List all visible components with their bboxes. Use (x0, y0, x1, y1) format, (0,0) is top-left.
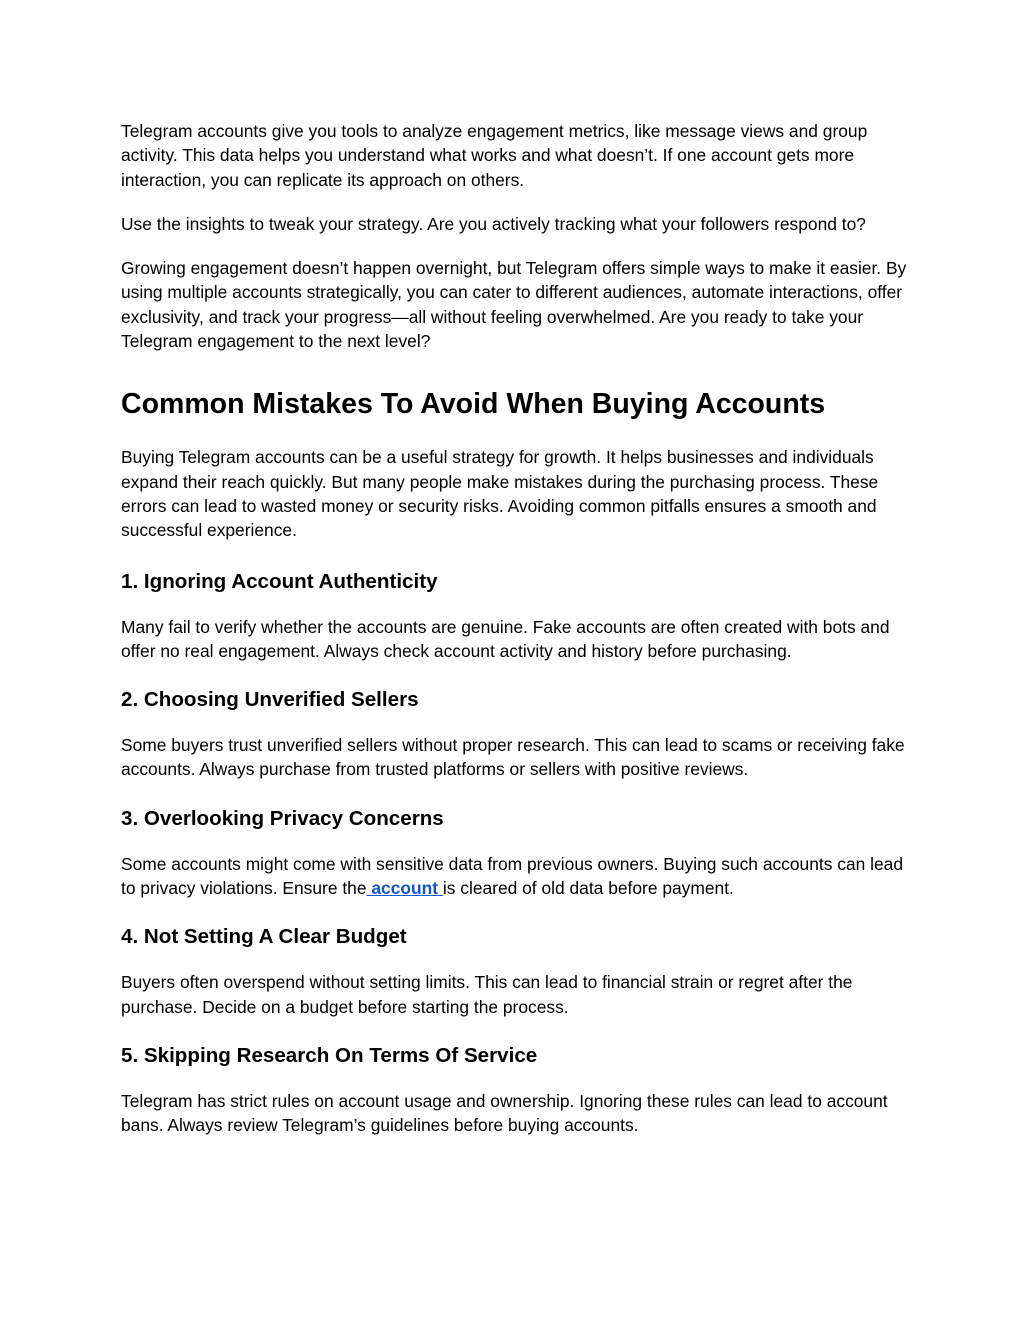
paragraph-engagement-metrics: Telegram accounts give you tools to analyze engagement metrics, like message views and group activity. This data helps you understand what works and what doesn’t. If one account gets more interaction, you can replicate its approach on others. (121, 121, 868, 190)
section-heading-4: 4. Not Setting A Clear Budget (121, 925, 407, 949)
paragraph-growing-engagement: Growing engagement doesn’t happen overnight, but Telegram offers simple ways to make it easier. By using multiple accounts strategically, you can cater to different audiences, automate interactions, offer exclusivity, and track your progress—all without feeling overwhelmed. Are you ready to take your Telegram engagement to the next level? (121, 258, 907, 352)
section-body-3-after-link: is cleared of old data before payment. (442, 878, 734, 899)
section-body-3 (121, 852, 911, 901)
section-heading-5: 5. Skipping Research On Terms Of Service (121, 1043, 538, 1067)
section-body-1: Many fail to verify whether the accounts are genuine. Fake accounts are often created with bots and offer no real engagement. Always check account activity and history before purchasing. (121, 616, 890, 661)
section-body-4: Buyers often overspend without setting limits. This can lead to financial strain or regret after the purchase. Decide on a budget before starting the process. (121, 972, 853, 1017)
account-link[interactable]: account (366, 878, 443, 899)
section-body-3-before-link: Some accounts might come with sensitive data from previous owners. Buying such accounts can lead to privacy violations. Ensure the (121, 853, 904, 899)
paragraph-insights: Use the insights to tweak your strategy. Are you actively tracking what your followers respond to? (121, 213, 866, 234)
section-heading-2: 2. Choosing Unverified Sellers (121, 688, 419, 712)
section-heading-1: 1. Ignoring Account Authenticity (121, 569, 438, 593)
document-page (121, 119, 911, 1162)
main-heading: Common Mistakes To Avoid When Buying Accounts (121, 388, 826, 421)
section-body-2: Some buyers trust unverified sellers without proper research. This can lead to scams or receiving fake accounts. Always purchase from trusted platforms or sellers with positive reviews. (121, 735, 905, 780)
paragraph-intro: Buying Telegram accounts can be a useful strategy for growth. It helps businesses and individuals expand their reach quickly. But many people make mistakes during the purchasing process. These errors can lead to wasted money or security risks. Avoiding common pitfalls ensures a smooth and successful experience. (121, 447, 879, 541)
section-body-5: Telegram has strict rules on account usage and ownership. Ignoring these rules can lead to account bans. Always review Telegram’s guidelines before buying accounts. (121, 1090, 888, 1136)
section-heading-3: 3. Overlooking Privacy Concerns (121, 806, 444, 830)
